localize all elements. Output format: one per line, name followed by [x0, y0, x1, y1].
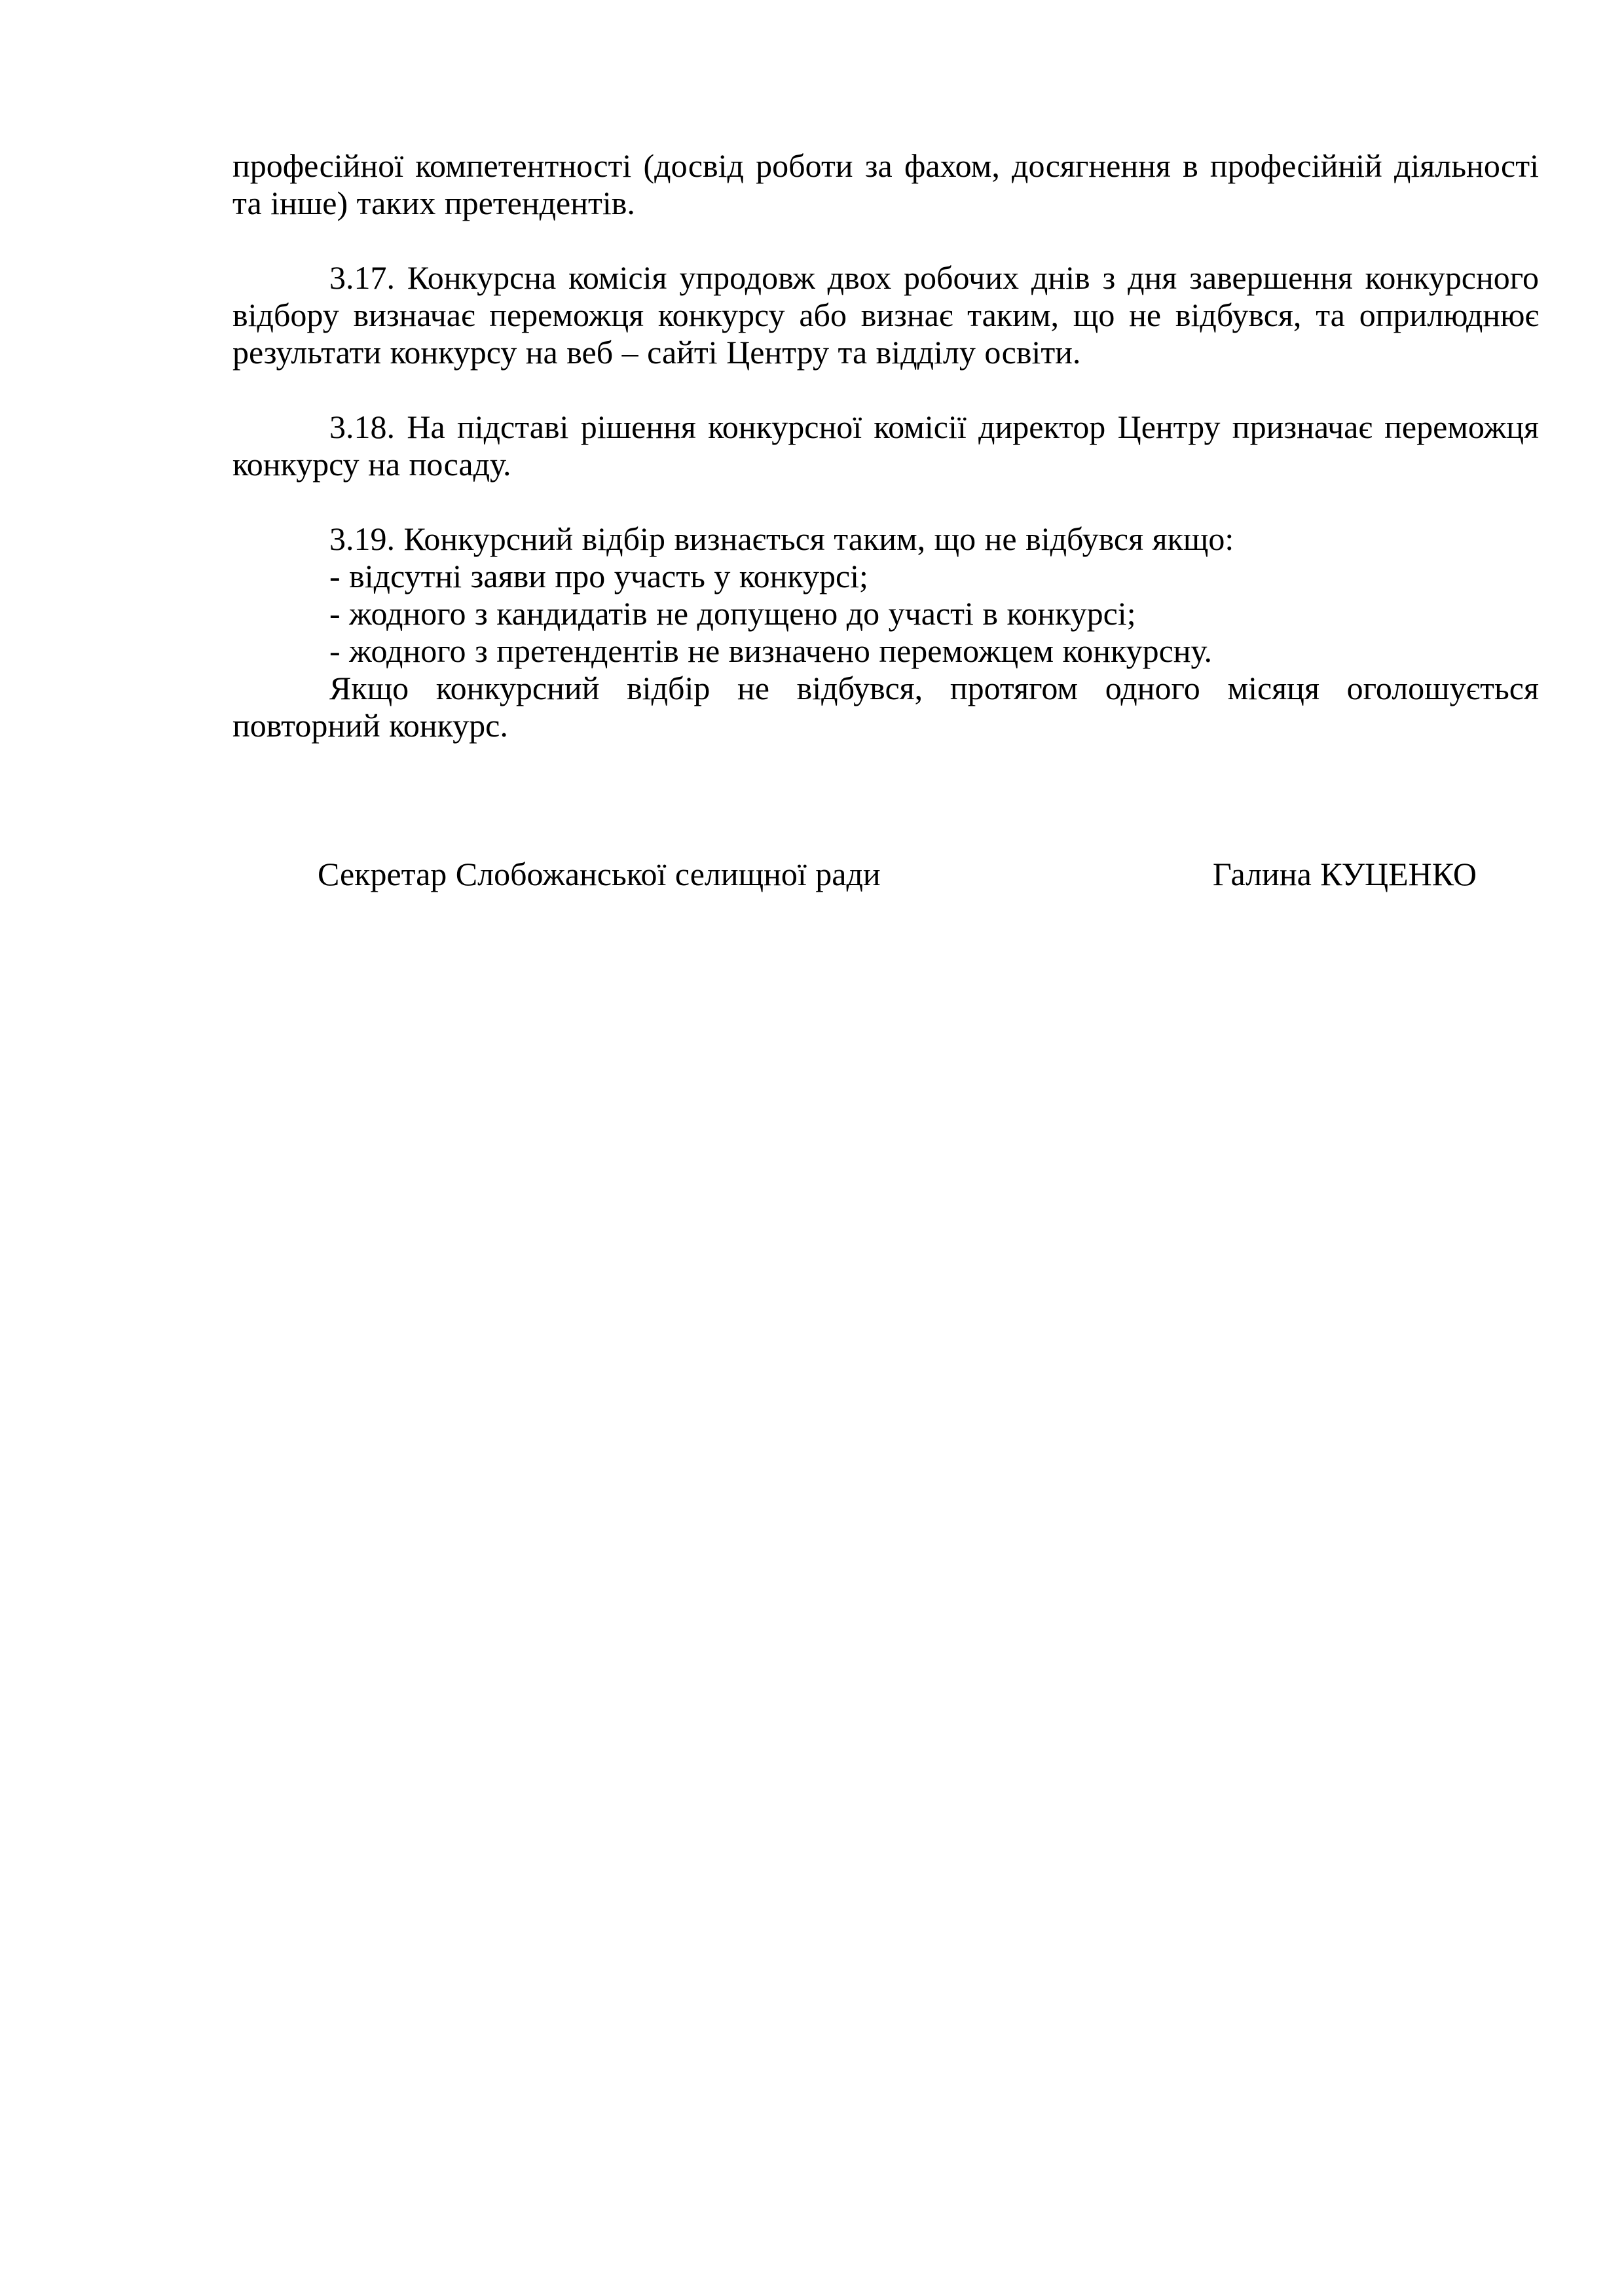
list-item-no-applications: - відсутні заяви про участь у конкурсі; [329, 558, 868, 594]
list-item-no-winner: - жодного з претендентів не визначено переможцем конкурсну. [329, 632, 1213, 669]
signature-name: Галина КУЦЕНКО [1212, 856, 1477, 892]
signature-row [232, 856, 1539, 893]
signature-role: Секретар Слобожанської селищної ради [318, 856, 881, 892]
paragraph-continuation: професійної компетентності (досвід роботи за фахом, досягнення в професійній діяльності та інше) таких претендентів. [232, 147, 1539, 221]
paragraph-3-18: 3.18. На підставі рішення конкурсної комісії директор Центру призначає переможця конкурсу на посаду. [232, 409, 1539, 483]
paragraph-3-19-tail: Якщо конкурсний відбір не відбувся, протягом одного місяця оголошується повторний конкурс. [232, 670, 1539, 744]
paragraph-3-19-heading: 3.19. Конкурсний відбір визнається таким, що не відбувся якщо: [329, 520, 1234, 557]
document-body [232, 147, 1539, 893]
list-item-no-candidates-admitted: - жодного з кандидатів не допущено до участі в конкурсі; [329, 595, 1136, 632]
paragraph-3-17: 3.17. Конкурсна комісія упродовж двох робочих днів з дня завершення конкурсного відбору визначає переможця конкурсу або визнає таким, що не відбувся, та оприлюднює результати конкурсу на веб – сайті Центру та відділу освіти. [232, 259, 1539, 371]
